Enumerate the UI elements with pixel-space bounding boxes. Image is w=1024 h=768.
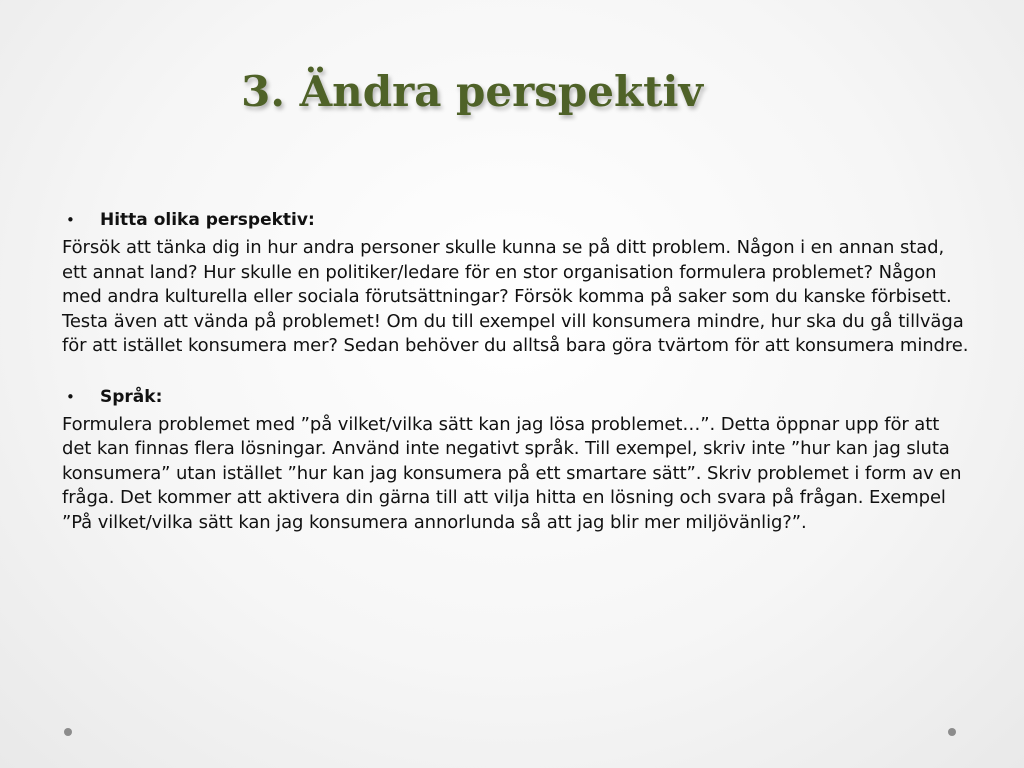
slide-content — [62, 208, 972, 561]
section-body: Försök att tänka dig in hur andra personer skulle kunna se på ditt problem. Någon i en annan stad, ett annat land? Hur skulle en politiker/ledare för en stor organisation formulera problemet? Någon med andra kulturella eller sociala förutsättningar? Försök komma på saker som du kanske förbisett. Testa även att vända på problemet! Om du till exempel vill konsumera mindre, hur ska du gå tillväga för att istället konsumera mer? Sedan behöver du alltså bara göra tvärtom för att konsumera mindre. — [62, 237, 969, 356]
section-heading: Hitta olika perspektiv: — [100, 210, 315, 230]
slide-title: 3. Ändra perspektiv — [241, 67, 703, 116]
bullet-row — [62, 208, 972, 232]
section-language — [62, 385, 972, 536]
decorative-dot-right-icon — [948, 728, 956, 736]
section-heading: Språk: — [100, 386, 163, 407]
bullet-icon: • — [66, 211, 75, 229]
decorative-dot-left-icon — [64, 728, 72, 736]
bullet-row — [62, 385, 972, 409]
section-perspectives — [62, 208, 972, 359]
bullet-icon: • — [66, 387, 75, 406]
section-body: Formulera problemet med ”på vilket/vilka sätt kan jag lösa problemet…”. Detta öppnar upp för att det kan finnas flera lösningar. Använd inte negativt språk. Till exempel, skriv inte ”hur kan jag sluta konsumera” utan istället ”hur kan jag konsumera på ett smartare sätt”. Skriv problemet i form av en fråga. Det kommer att aktivera din gärna till att vilja hitta en lösning och svara på frågan. Exempel ”På vilket/vilka sätt kan jag konsumera annorlunda så att jag blir mer miljövänlig?”. — [62, 413, 962, 533]
